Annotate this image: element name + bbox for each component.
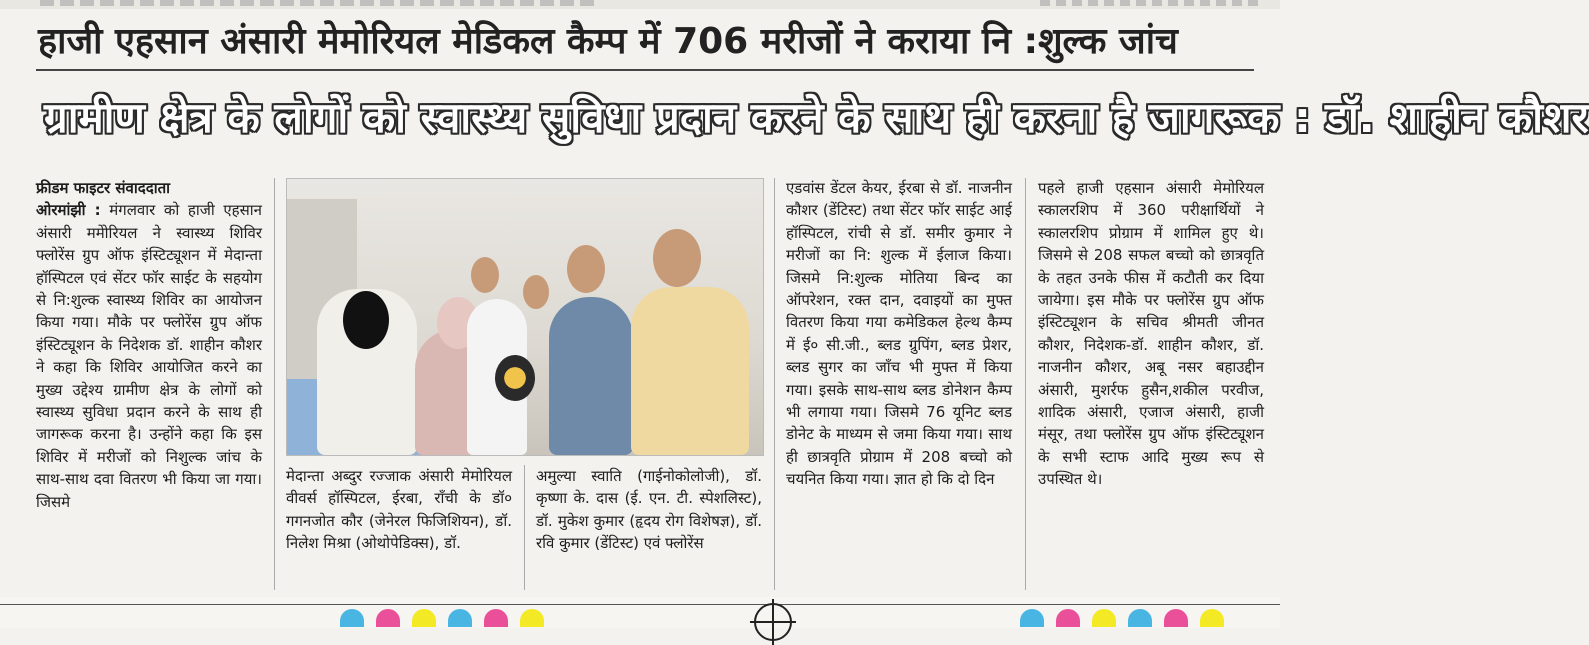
column-text: मंगलवार को हाजी एहसान अंसारी ममेोरियल ने स्वास्थ्य शिविर फ्लोरेंस ग्रुप ऑफ इंस्टिट्यूशन में मेदान्ता हॉस्पिटल एवं सेंटर फॉर साईट के सहयोग से नि:शुल्क स्वास्थ्य शिविर का आयोजन किया गया। मौके पर फ्लोरेंस ग्रुप ऑफ इंस्टिट्यूशन के निदेशक डॉ. शाहीन कौशर ने कहा कि शिविर आयोजित करने का मुख्य उद्देश्य ग्रामीण क्षेत्र के लोगों को स्वास्थ्य सुविधा प्रदान करने के साथ ही जागरूक करना है। उन्होंने कहा कि इस शिविर में मरीजों को निशुल्क जांच के साथ-साथ दवा वितरण भी किया जा गया। जिसमे	[36, 201, 262, 511]
award-plaque	[495, 355, 535, 401]
column-divider	[274, 178, 275, 590]
column-divider	[524, 465, 525, 590]
color-dot	[448, 609, 472, 627]
color-dot	[1128, 609, 1152, 627]
color-dot	[340, 609, 364, 627]
article-column-4	[786, 177, 1012, 593]
article-column-5	[1038, 177, 1264, 593]
column-divider	[1025, 178, 1026, 590]
faded-text	[1040, 0, 1260, 6]
person	[631, 287, 749, 455]
headline-rule	[36, 69, 1254, 71]
column-divider	[774, 178, 775, 590]
byline: फ्रीडम फाइटर संवाददाता	[36, 179, 171, 197]
column-text: अमुल्या स्वाति (गाईनोकोलोजी), डॉ. कृष्णा के. दास (ई. एन. टी. स्पेशलिस्ट), डॉ. मुकेश कुमार (हृदय रोग विशेषज्ञ), डॉ. रवि कुमार (डेंटिस्ट) एवं फ्लोरेंस	[536, 467, 762, 553]
previous-article-strip	[0, 0, 1280, 9]
color-dot	[1200, 609, 1224, 627]
article-column-2	[286, 465, 512, 590]
color-dot	[376, 609, 400, 627]
color-dot	[1056, 609, 1080, 627]
person	[549, 297, 633, 455]
headline: हाजी एहसान अंसारी मेमोरियल मेडिकल कैम्प में 706 मरीजों ने कराया नि :शुल्क जांच	[38, 21, 1178, 62]
color-dot	[1164, 609, 1188, 627]
column-text: मेदान्ता अब्दुर रज्जाक अंसारी मेमोरियल वीवर्स हॉस्पिटल, ईरबा, रॉंची के डॉ० गगनजोत कौर (जेनेरल फिजिशियन), डॉ. निलेश मिश्रा (ओथोपेडिक्स), डॉ.	[286, 467, 512, 553]
color-dot	[1020, 609, 1044, 627]
print-margin	[0, 597, 1280, 628]
column-text: पहले हाजी एहसान अंसारी मेमोरियल स्कालरशिप में 360 परीक्षार्थियों ने स्कालरशिप प्रोग्राम में शामिल हुए थे। जिसमे से 208 सफल बच्चो को छात्रवृति के तहत उनके फीस में कटौती कर दिया जायेगा। इस मौके पर फ्लोरेंस ग्रुप ऑफ इंस्टिट्यूशन के सचिव श्रीमती जीनत कौशर, निदेशक-डॉ. शाहीन कौशर, डॉ. नाजनीन कौशर, अबू नसर बहाउद्दीन अंसारी, मुशर्रफ हुसैन,शकील परवीज, शादिक अंसारी, एजाज अंसारी, हाजी मंसूर, तथा फ्लोरेंस ग्रुप ऑफ इंस्टिट्यूशन के सभी स्टाफ आदि मुख्य रूप से उपस्थित थे।	[1038, 179, 1264, 489]
dateline: ओरमांझी :	[36, 201, 101, 220]
color-dot	[1092, 609, 1116, 627]
color-dot	[520, 609, 544, 627]
column-text: एडवांस डेंटल केयर, ईरबा से डॉ. नाजनीन कौशर (डेंटिस्ट) तथा सेंटर फॉर साईट आई हॉस्पिटल, रांची से डॉ. समीर कुमार ने मरीजों का नि: शुल्क में ईलाज किया। जिसमे नि:शुल्क मोतिया बिन्द का ऑपरेशन, रक्त दान, दवाइयों का मुफ्त वितरण किया गया कमेडिकल हेल्थ कैम्प में ई० सी.जी., ब्लड ग्रुपिंग, ब्लड प्रेशर, ब्लड सुगर का जाँच भी मुफ्त में किया गया। इसके साथ-साथ ब्लड डोनेशन कैम्प भी लगाया गया। जिसमे 76 यूनिट ब्लड डोनेट के माध्यम से जमा किया गया। साथ ही छात्रवृति प्रोग्राम में 208 बच्चो को चयनित किया गया। ज्ञात हो कि दो दिन	[786, 179, 1012, 489]
subheadline: ग्रामीण क्षेत्र के लोगों को स्वास्थ्य सुविधा प्रदान करने के साथ ही करना है जागरूक : डॉ. शाहीन कौशर	[44, 93, 1589, 142]
article-column-3	[536, 465, 762, 590]
faded-text	[40, 0, 600, 6]
article-column-1	[36, 177, 262, 593]
color-dot	[412, 609, 436, 627]
color-dot	[484, 609, 508, 627]
registration-mark-icon	[754, 603, 792, 641]
event-photo	[286, 178, 764, 456]
